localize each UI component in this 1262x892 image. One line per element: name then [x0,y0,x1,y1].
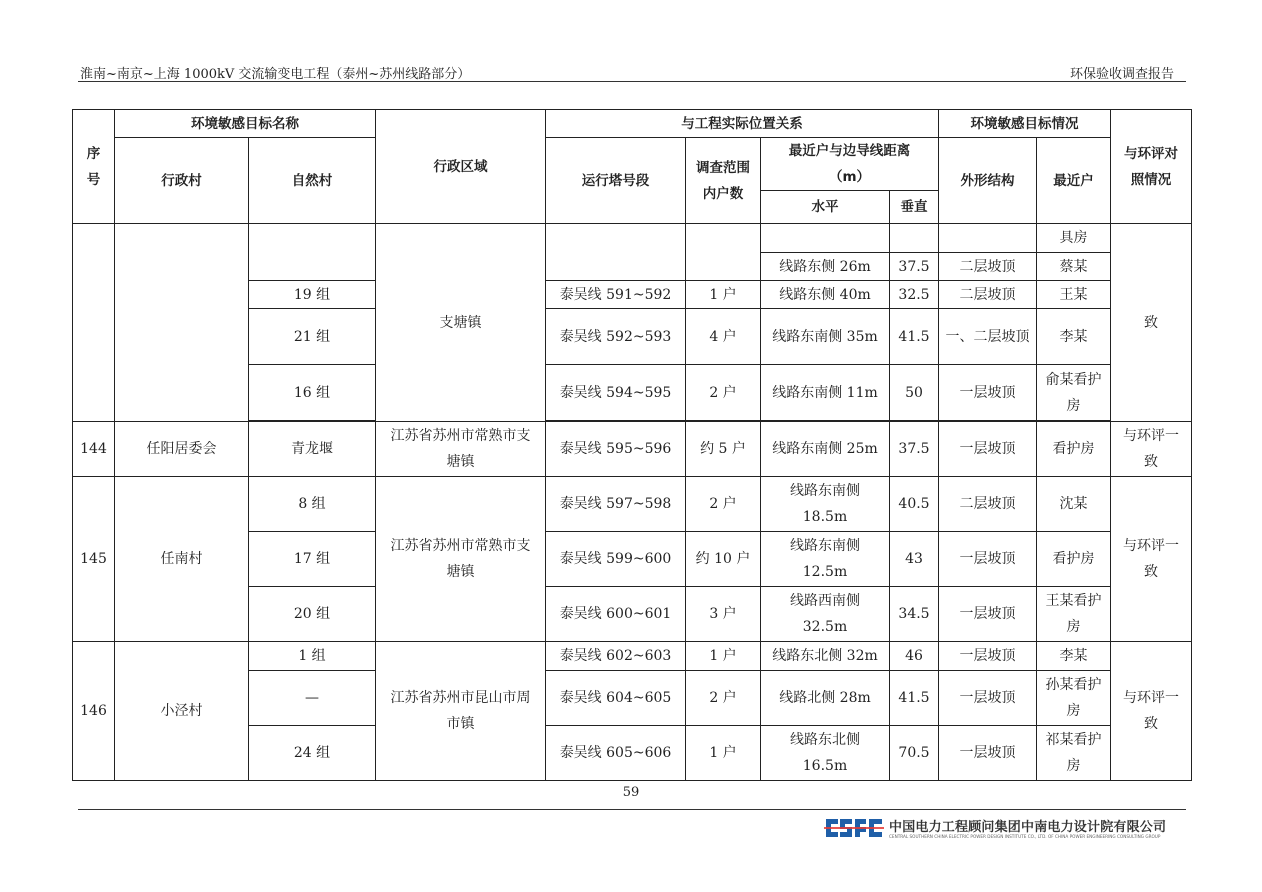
horizontal-cell: 线路东南侧 25m [761,422,890,477]
natural-village-cell: 青龙堰 [249,422,376,477]
admin-area-cell: 江苏省苏州市昆山市周市镇 [376,642,546,781]
natural-village-cell: — [249,671,376,726]
tower-cell: 泰吴线 602~603 [546,642,686,671]
table-cell [686,224,761,281]
sensitive-targets-table [72,109,1192,781]
natural-village-cell: 19 组 [249,281,376,309]
structure-cell: 二层坡顶 [939,253,1037,281]
structure-cell: 二层坡顶 [939,477,1037,532]
vertical-cell: 41.5 [890,671,939,726]
households-cell: 约 10 户 [686,532,761,587]
table-cell [546,224,686,281]
structure-cell: 一层坡顶 [939,726,1037,781]
natural-village-cell: 1 组 [249,642,376,671]
natural-village-cell: 21 组 [249,309,376,365]
vertical-cell: 32.5 [890,281,939,309]
structure-cell: 一、二层坡顶 [939,309,1037,365]
table-cell [73,224,115,422]
horizontal-cell: 线路北侧 28m [761,671,890,726]
nearest-cell: 看护房 [1037,422,1111,477]
compare-cell: 与环评一致 [1111,422,1192,477]
tower-cell: 泰吴线 592~593 [546,309,686,365]
header-target-status: 环境敏感目标情况 [939,110,1111,138]
vertical-cell: 50 [890,365,939,421]
company-name: 中国电力工程顾问集团中南电力设计院有限公司 [889,820,1167,835]
structure-cell: 一层坡顶 [939,532,1037,587]
structure-cell: 二层坡顶 [939,281,1037,309]
nearest-cell: 俞某看护房 [1037,365,1111,421]
nearest-cell: 孙某看护房 [1037,671,1111,726]
vertical-cell: 70.5 [890,726,939,781]
nearest-cell: 祁某看护房 [1037,726,1111,781]
compare-cell: 与环评一致 [1111,477,1192,642]
horizontal-cell: 线路东侧 40m [761,281,890,309]
horizontal-cell: 线路东北侧 32m [761,642,890,671]
admin-area-cell: 江苏省苏州市常熟市支塘镇 [376,477,546,642]
vertical-cell: 34.5 [890,587,939,642]
seq-cell: 146 [73,642,115,781]
households-cell: 1 户 [686,642,761,671]
structure-cell: 一层坡顶 [939,671,1037,726]
header-compare: 与环评对照情况 [1111,110,1192,224]
header-distance: 最近户与边导线距离（m） [761,138,939,191]
table-cell [249,224,376,281]
households-cell: 1 户 [686,281,761,309]
compare-cell: 与环评一致 [1111,642,1192,781]
households-cell: 2 户 [686,365,761,421]
report-type-title: 环保验收调查报告 [1069,67,1174,82]
natural-village-cell: 20 组 [249,587,376,642]
tower-cell: 泰吴线 597~598 [546,477,686,532]
tower-cell: 泰吴线 600~601 [546,587,686,642]
seq-cell: 144 [73,422,115,477]
tower-cell: 泰吴线 594~595 [546,365,686,421]
horizontal-cell: 线路东南侧 35m [761,309,890,365]
table-cell [890,224,939,253]
tower-cell: 泰吴线 599~600 [546,532,686,587]
nearest-cell: 具房 [1037,224,1111,253]
footer-divider [78,809,1186,810]
table-cell [761,224,890,253]
header-natural-village: 自然村 [249,138,376,224]
compare-cell: 致 [1111,224,1192,422]
vertical-cell: 43 [890,532,939,587]
households-cell: 约 5 户 [686,422,761,477]
vertical-cell: 37.5 [890,253,939,281]
tower-cell: 泰吴线 595~596 [546,422,686,477]
admin-area-cell: 江苏省苏州市常熟市支塘镇 [376,422,546,477]
structure-cell: 一层坡顶 [939,642,1037,671]
header-target-name: 环境敏感目标名称 [115,110,376,138]
households-cell: 4 户 [686,309,761,365]
horizontal-cell: 线路东侧 26m [761,253,890,281]
horizontal-cell: 线路东南侧 18.5m [761,477,890,532]
horizontal-cell: 线路东南侧 11m [761,365,890,421]
table-cell [115,224,249,422]
seq-cell: 145 [73,477,115,642]
header-divider [78,81,1186,82]
header-households: 调查范围内户数 [686,138,761,224]
header-horizontal: 水平 [761,191,890,224]
households-cell: 3 户 [686,587,761,642]
households-cell: 2 户 [686,671,761,726]
nearest-cell: 王某看护房 [1037,587,1111,642]
households-cell: 2 户 [686,477,761,532]
header-tower-section: 运行塔号段 [546,138,686,224]
vertical-cell: 40.5 [890,477,939,532]
households-cell: 1 户 [686,726,761,781]
natural-village-cell: 16 组 [249,365,376,421]
horizontal-cell: 线路东南侧 12.5m [761,532,890,587]
header-admin-village: 行政村 [115,138,249,224]
admin-village-cell: 小泾村 [115,642,249,781]
header-position-relation: 与工程实际位置关系 [546,110,939,138]
nearest-cell: 沈某 [1037,477,1111,532]
tower-cell: 泰吴线 605~606 [546,726,686,781]
horizontal-cell: 线路西南侧 32.5m [761,587,890,642]
horizontal-cell: 线路东北侧 16.5m [761,726,890,781]
nearest-cell: 李某 [1037,642,1111,671]
company-logo-icon [824,815,884,841]
nearest-cell: 看护房 [1037,532,1111,587]
admin-village-cell: 任南村 [115,477,249,642]
admin-village-cell: 任阳居委会 [115,422,249,477]
company-name-english: CENTRAL SOUTHERN CHINA ELECTRIC POWER DESIGN INSTITUTE CO., LTD. OF CHINA POWER ENGINEERING CONSULTING GROUP [889,834,1161,839]
header-seq: 序号 [73,110,115,224]
tower-cell: 泰吴线 604~605 [546,671,686,726]
table-cell [939,224,1037,253]
vertical-cell: 37.5 [890,422,939,477]
nearest-cell: 蔡某 [1037,253,1111,281]
structure-cell: 一层坡顶 [939,587,1037,642]
header-vertical: 垂直 [890,191,939,224]
natural-village-cell: 17 组 [249,532,376,587]
tower-cell: 泰吴线 591~592 [546,281,686,309]
vertical-cell: 41.5 [890,309,939,365]
structure-cell: 一层坡顶 [939,365,1037,421]
header-structure: 外形结构 [939,138,1037,224]
page-number: 59 [622,785,640,800]
admin-area-cell: 支塘镇 [376,224,546,422]
report-project-title: 淮南~南京~上海 1000kV 交流输变电工程（泰州~苏州线路部分） [80,67,471,82]
vertical-cell: 46 [890,642,939,671]
natural-village-cell: 24 组 [249,726,376,781]
nearest-cell: 王某 [1037,281,1111,309]
structure-cell: 一层坡顶 [939,422,1037,477]
nearest-cell: 李某 [1037,309,1111,365]
natural-village-cell: 8 组 [249,477,376,532]
header-nearest: 最近户 [1037,138,1111,224]
header-admin-area: 行政区域 [376,110,546,224]
